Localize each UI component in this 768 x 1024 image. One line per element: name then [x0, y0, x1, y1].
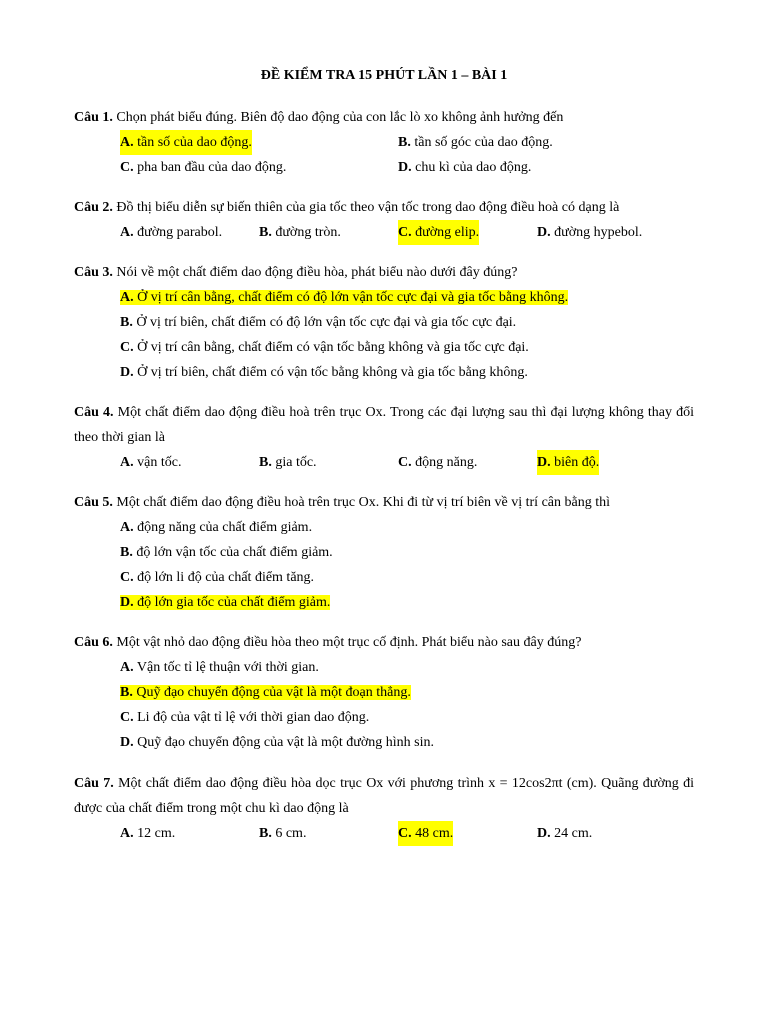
option-text: chu kì của dao động. [411, 160, 532, 175]
option-c [398, 450, 477, 475]
option-a [120, 220, 222, 245]
option-key: B. [120, 545, 133, 560]
option-b [259, 450, 317, 475]
option-text: Quỹ đạo chuyển động của vật là một đoạn thẳng. [132, 685, 411, 700]
option-row [74, 450, 694, 475]
option-key: C. [398, 826, 412, 841]
option-text: tần số của dao động. [133, 135, 252, 150]
option-row [74, 130, 694, 155]
option-key: D. [537, 826, 551, 841]
option-text: 6 cm. [271, 826, 307, 841]
option-key: A. [120, 520, 134, 535]
question-stem [74, 490, 694, 515]
option-d [537, 450, 599, 475]
option-text: 12 cm. [133, 826, 176, 841]
question-stem [74, 400, 694, 450]
option-text: Vận tốc tỉ lệ thuận với thời gian. [133, 660, 319, 675]
option-text: độ lớn vận tốc của chất điểm giảm. [132, 545, 333, 560]
option-a [74, 285, 694, 310]
question-text: Đồ thị biểu diễn sự biến thiên của gia tốc theo vận tốc trong dao động điều hoà có dạng là [112, 200, 620, 215]
option-key: D. [120, 365, 134, 380]
option-d [537, 220, 642, 245]
option-key: D. [120, 595, 134, 610]
question-text: Một vật nhỏ dao động điều hòa theo một trục cố định. Phát biểu nào sau đây đúng? [112, 635, 582, 650]
question-4 [74, 400, 694, 475]
option-text: Ở vị trí cân bằng, chất điểm có vận tốc bằng không và gia tốc cực đại. [133, 340, 529, 355]
question-label: Câu 4. [74, 405, 114, 420]
question-stem [74, 771, 694, 821]
option-a [74, 515, 694, 540]
question-text: Nói về một chất điểm dao động điều hòa, phát biểu nào dưới đây đúng? [112, 265, 518, 280]
option-key: B. [259, 225, 272, 240]
option-c [398, 821, 453, 846]
option-row [74, 155, 694, 180]
question-stem [74, 195, 694, 220]
option-b [259, 821, 306, 846]
option-text: Quỹ đạo chuyển động của vật là một đường hình sin. [133, 735, 435, 750]
option-row [74, 821, 694, 846]
option-d [74, 360, 694, 385]
option-key: B. [259, 455, 272, 470]
option-text: vận tốc. [133, 455, 182, 470]
option-key: D. [398, 160, 412, 175]
option-text: Li độ của vật tỉ lệ với thời gian dao động. [133, 710, 370, 725]
option-a [74, 655, 694, 680]
option-d [74, 730, 694, 755]
question-5 [74, 490, 694, 615]
option-key: D. [537, 225, 551, 240]
option-key: C. [120, 340, 134, 355]
document-title: ĐỀ KIỂM TRA 15 PHÚT LẦN 1 – BÀI 1 [260, 68, 508, 83]
option-text: pha ban đầu của dao động. [133, 160, 287, 175]
question-stem [74, 260, 694, 285]
option-d [537, 821, 592, 846]
option-text: độ lớn li độ của chất điểm tăng. [133, 570, 315, 585]
option-c [74, 565, 694, 590]
option-key: B. [120, 315, 133, 330]
question-6 [74, 630, 694, 755]
question-label: Câu 2. [74, 200, 113, 215]
option-c [398, 220, 479, 245]
question-text: Một chất điểm dao động điều hòa dọc trục Ox với phương trình x = 12cos2πt (cm). Quãng đường đi được của chất điểm trong một chu kì dao động là [74, 776, 694, 816]
option-text: Ở vị trí biên, chất điểm có vận tốc bằng không và gia tốc bằng không. [133, 365, 528, 380]
option-key: A. [120, 290, 134, 305]
question-text: Một chất điểm dao động điều hoà trên trục Ox. Khi đi từ vị trí biên về vị trí cân bằng thì [112, 495, 610, 510]
option-key: B. [259, 826, 272, 841]
option-text: biên độ. [550, 455, 600, 470]
option-a [120, 450, 181, 475]
question-label: Câu 1. [74, 110, 113, 125]
option-b [398, 130, 553, 155]
option-key: C. [120, 160, 134, 175]
option-key: A. [120, 225, 134, 240]
question-label: Câu 5. [74, 495, 113, 510]
option-text: đường tròn. [271, 225, 341, 240]
option-key: A. [120, 826, 134, 841]
option-c [74, 335, 694, 360]
question-3 [74, 260, 694, 385]
option-text: Ở vị trí biên, chất điểm có độ lớn vận tốc cực đại và gia tốc cực đại. [132, 315, 517, 330]
option-b [74, 540, 694, 565]
option-b [74, 310, 694, 335]
option-b [259, 220, 341, 245]
option-key: A. [120, 660, 134, 675]
question-label: Câu 7. [74, 776, 114, 791]
option-row [74, 220, 694, 245]
option-text: đường parabol. [133, 225, 223, 240]
option-c [74, 705, 694, 730]
option-key: C. [398, 455, 412, 470]
option-text: 48 cm. [411, 826, 454, 841]
option-text: độ lớn gia tốc của chất điểm giảm. [133, 595, 331, 610]
option-key: B. [120, 685, 133, 700]
option-d [398, 155, 531, 180]
option-text: 24 cm. [550, 826, 593, 841]
question-stem [74, 105, 694, 130]
option-b [74, 680, 694, 705]
option-text: đường hypebol. [550, 225, 643, 240]
option-key: D. [120, 735, 134, 750]
option-d [74, 590, 694, 615]
option-a [120, 821, 175, 846]
option-text: động năng của chất điểm giảm. [133, 520, 313, 535]
question-stem [74, 630, 694, 655]
question-1 [74, 105, 694, 180]
question-label: Câu 3. [74, 265, 113, 280]
option-key: A. [120, 135, 134, 150]
question-7 [74, 771, 694, 846]
question-text: Chọn phát biểu đúng. Biên độ dao động của con lắc lò xo không ảnh hưởng đến [112, 110, 564, 125]
question-text: Một chất điểm dao động điều hoà trên trục Ox. Trong các đại lượng sau thì đại lượng không thay đổi theo thời gian là [74, 405, 694, 445]
option-key: C. [120, 570, 134, 585]
option-text: gia tốc. [271, 455, 317, 470]
option-text: động năng. [411, 455, 478, 470]
question-2 [74, 195, 694, 245]
option-key: D. [537, 455, 551, 470]
option-text: đường elip. [411, 225, 480, 240]
question-label: Câu 6. [74, 635, 113, 650]
option-c [120, 155, 286, 180]
option-key: C. [120, 710, 134, 725]
option-key: B. [398, 135, 411, 150]
option-key: A. [120, 455, 134, 470]
option-key: C. [398, 225, 412, 240]
option-text: Ở vị trí cân bằng, chất điểm có độ lớn vận tốc cực đại và gia tốc bằng không. [133, 290, 569, 305]
option-text: tần số góc của dao động. [410, 135, 553, 150]
option-a [120, 130, 252, 155]
